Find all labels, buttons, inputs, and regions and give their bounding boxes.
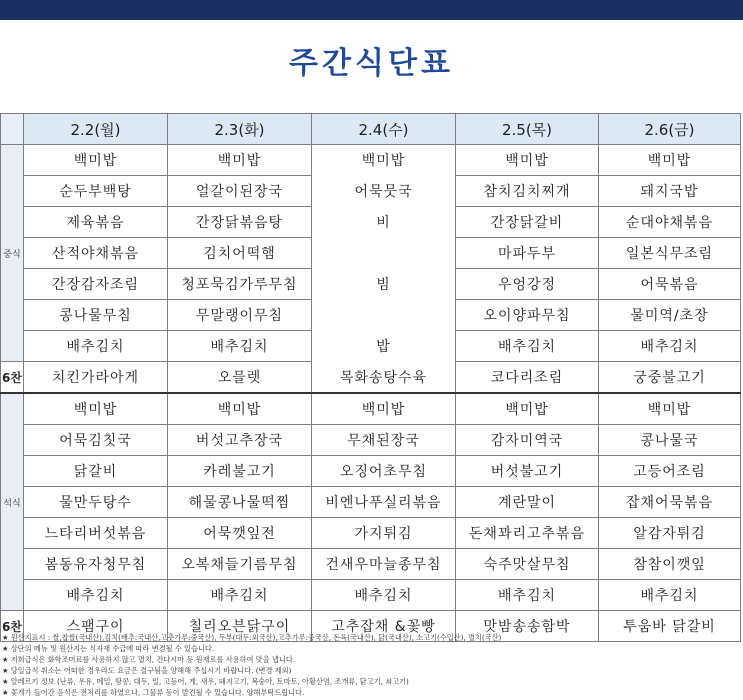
lunch-row <box>1 145 741 176</box>
special-menu-cell: 고추잡채 &꽃빵 <box>312 611 456 642</box>
menu-cell: 버섯고추장국 <box>168 425 312 456</box>
menu-cell: 배추김치 <box>456 580 599 611</box>
dinner-row <box>1 456 741 487</box>
menu-cell: 해물콩나물떡찜 <box>168 487 312 518</box>
menu-cell: 물미역/초장 <box>599 300 741 331</box>
menu-cell: 오이양파무침 <box>456 300 599 331</box>
menu-cell: 계란말이 <box>456 487 599 518</box>
dinner-row <box>1 580 741 611</box>
menu-cell: 배추김치 <box>456 331 599 362</box>
menu-cell: 백미밥 <box>24 145 168 176</box>
menu-cell: 건새우마늘종무침 <box>312 549 456 580</box>
menu-cell: 빔 <box>312 269 456 300</box>
dinner-six-label: 6찬 <box>1 611 24 642</box>
menu-cell: 버섯불고기 <box>456 456 599 487</box>
table-corner-cell <box>1 114 24 145</box>
note-line: ★ 알레르기 정보 (난류, 우유, 메밀, 땅콩, 대두, 밀, 고등어, 게, 새우, 돼지고기, 복숭아, 토마토, 아황산염, 조개류, 닭고기, 쇠고기) <box>2 677 409 686</box>
weekly-menu-table <box>0 113 741 642</box>
day-header: 2.6(금) <box>599 114 741 145</box>
menu-cell: 느타리버섯볶음 <box>24 518 168 549</box>
menu-cell: 물만두탕수 <box>24 487 168 518</box>
menu-cell: 돼지국밥 <box>599 176 741 207</box>
menu-cell: 무말랭이무침 <box>168 300 312 331</box>
special-menu-cell: 궁중불고기 <box>599 362 741 394</box>
menu-cell: 고등어조림 <box>599 456 741 487</box>
menu-cell: 비엔나푸실리볶음 <box>312 487 456 518</box>
dinner-row <box>1 487 741 518</box>
menu-cell: 배추김치 <box>599 580 741 611</box>
menu-cell: 마파두부 <box>456 238 599 269</box>
menu-cell: 돈채꽈리고추볶음 <box>456 518 599 549</box>
lunch-row <box>1 207 741 238</box>
lunch-six-label: 6찬 <box>1 362 24 394</box>
menu-cell: 숙주맛살무침 <box>456 549 599 580</box>
menu-cell: 어묵깻잎전 <box>168 518 312 549</box>
menu-cell: 비 <box>312 207 456 238</box>
menu-cell: 제육볶음 <box>24 207 168 238</box>
special-menu-cell: 맛밤송송함박 <box>456 611 599 642</box>
menu-cell: 무채된장국 <box>312 425 456 456</box>
menu-cell: 백미밥 <box>312 393 456 425</box>
menu-cell: 순두부백탕 <box>24 176 168 207</box>
menu-cell: 어묵뭇국 <box>312 176 456 207</box>
menu-cell: 카레불고기 <box>168 456 312 487</box>
menu-cell: 배추김치 <box>312 580 456 611</box>
menu-cell: 우엉강정 <box>456 269 599 300</box>
dinner-label: 석식 <box>1 393 24 611</box>
special-menu-cell: 코다리조림 <box>456 362 599 394</box>
notes-section <box>2 632 742 698</box>
menu-cell: 간장감자조림 <box>24 269 168 300</box>
menu-cell: 일본식무조림 <box>599 238 741 269</box>
day-header: 2.4(수) <box>312 114 456 145</box>
special-menu-cell: 투움바 닭갈비 <box>599 611 741 642</box>
menu-cell <box>312 238 456 269</box>
menu-cell: 어묵김칫국 <box>24 425 168 456</box>
menu-cell: 참참이깻잎 <box>599 549 741 580</box>
lunch-row <box>1 238 741 269</box>
lunch-row <box>1 300 741 331</box>
special-menu-cell: 치킨가라아게 <box>24 362 168 394</box>
menu-cell: 어묵볶음 <box>599 269 741 300</box>
dinner-row <box>1 393 741 425</box>
menu-cell: 배추김치 <box>168 580 312 611</box>
day-header: 2.2(월) <box>24 114 168 145</box>
menu-cell <box>312 300 456 331</box>
dinner-row <box>1 518 741 549</box>
menu-cell: 백미밥 <box>456 393 599 425</box>
dinner-row <box>1 549 741 580</box>
menu-cell: 알감자튀김 <box>599 518 741 549</box>
day-header: 2.3(화) <box>168 114 312 145</box>
menu-cell: 닭갈비 <box>24 456 168 487</box>
note-line: ★ 상단의 메뉴 및 원산지는 식자재 수급에 따라 변경될 수 있습니다. <box>2 644 215 653</box>
menu-cell: 백미밥 <box>599 145 741 176</box>
special-menu-cell: 목화송탕수육 <box>312 362 456 394</box>
menu-cell: 순대야채볶음 <box>599 207 741 238</box>
note-line: ★ 저희급식은 화학조미료를 사용하지 않고 멸치, 건다시마 등 원재료를 사용하여 맛을 냅니다. <box>2 655 296 664</box>
menu-cell: 콩나물무침 <box>24 300 168 331</box>
special-menu-cell: 칠리오븐닭구이 <box>168 611 312 642</box>
lunch-row <box>1 331 741 362</box>
special-menu-cell: 스팸구이 <box>24 611 168 642</box>
menu-cell: 배추김치 <box>168 331 312 362</box>
menu-cell: 산적야채볶음 <box>24 238 168 269</box>
menu-cell: 감자미역국 <box>456 425 599 456</box>
menu-cell: 백미밥 <box>24 393 168 425</box>
menu-body <box>1 145 741 642</box>
menu-cell: 백미밥 <box>168 393 312 425</box>
menu-cell: 배추김치 <box>599 331 741 362</box>
lunch-label: 중식 <box>1 145 24 362</box>
menu-cell: 청포묵김가루무침 <box>168 269 312 300</box>
menu-cell: 배추김치 <box>24 580 168 611</box>
top-banner-bar <box>0 0 743 20</box>
menu-cell: 간장닭볶음탕 <box>168 207 312 238</box>
menu-cell: 백미밥 <box>168 145 312 176</box>
page-title: 주간식단표 <box>289 46 454 81</box>
lunch-row <box>1 176 741 207</box>
menu-cell: 오복채들기름무침 <box>168 549 312 580</box>
note-line: ★ 원산지표시 : 쌀,찹쌀(국내산),김치(배추:국내산,고춧가루:중국산), 두부(대두:외국산),고추가루:중국산, 돈육(국내산), 닭(국내산), 소고기(수입산), 멸치(국산) <box>2 633 502 642</box>
special-menu-cell: 오믈렛 <box>168 362 312 394</box>
menu-cell: 얼갈이된장국 <box>168 176 312 207</box>
menu-cell: 김치어떡햄 <box>168 238 312 269</box>
menu-cell: 잡채어묵볶음 <box>599 487 741 518</box>
dinner-row <box>1 425 741 456</box>
menu-cell: 백미밥 <box>456 145 599 176</box>
day-header-row <box>1 114 741 145</box>
note-line: ★ 당일급식 취소는 어떠한 경우라도 요금은 결구됨을 양해해 주십시기 바랍니다. (변경 제외) <box>2 666 292 675</box>
lunch-six-row <box>1 362 741 394</box>
day-header: 2.5(목) <box>456 114 599 145</box>
menu-cell: 봄동유자청무침 <box>24 549 168 580</box>
note-line: ★ 꽃게가 들어간 음식은 전처리를 하였으나, 그물류 등이 발견될 수 있습니다. 양해부탁드립니다. <box>2 688 305 697</box>
menu-cell: 백미밥 <box>312 145 456 176</box>
menu-cell: 밥 <box>312 331 456 362</box>
menu-cell: 가지튀김 <box>312 518 456 549</box>
menu-cell: 오징어초무침 <box>312 456 456 487</box>
menu-cell: 콩나물국 <box>599 425 741 456</box>
menu-cell: 백미밥 <box>599 393 741 425</box>
lunch-row <box>1 269 741 300</box>
menu-cell: 배추김치 <box>24 331 168 362</box>
menu-cell: 참치김치찌개 <box>456 176 599 207</box>
menu-cell: 간장닭갈비 <box>456 207 599 238</box>
